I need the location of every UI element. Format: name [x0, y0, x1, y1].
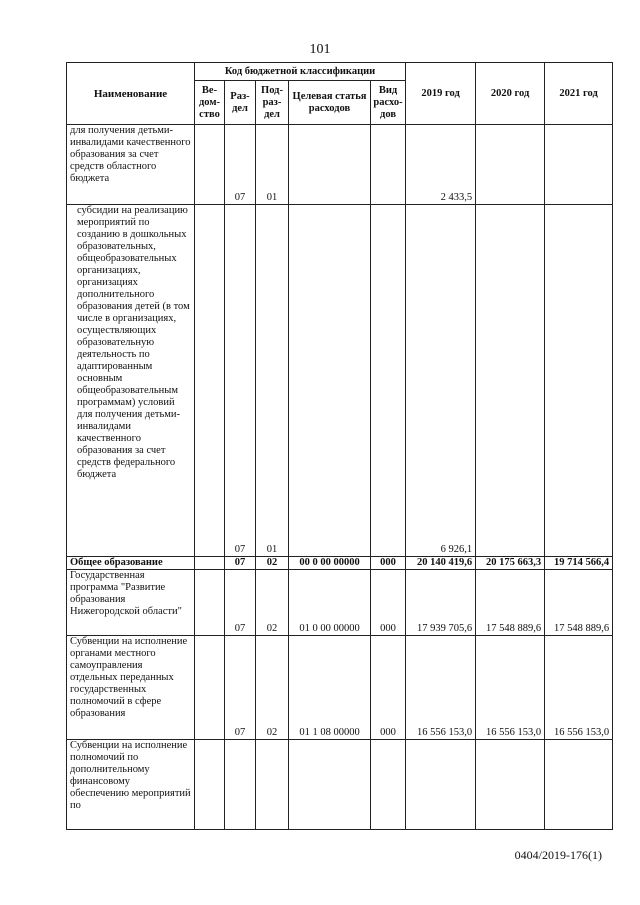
- row-celevaya: 00 0 00 00000: [289, 557, 371, 570]
- row-vid: [371, 740, 406, 830]
- row-razdel: [225, 740, 256, 830]
- row-2021: 16 556 153,0: [545, 636, 613, 740]
- header-2021: 2021 год: [545, 63, 613, 125]
- header-podrazdel: Под-раз-дел: [256, 81, 289, 125]
- row-2021: 17 548 889,6: [545, 570, 613, 636]
- table-row: [67, 205, 613, 557]
- row-razdel: 07: [225, 570, 256, 636]
- header-code-group: Код бюджетной классификации: [195, 63, 406, 81]
- row-celevaya: [289, 205, 371, 557]
- row-celevaya: [289, 740, 371, 830]
- row-name: субсидии на реализацию мероприятий по созданию в дошкольных образовательных, общеобразовательных организациях, организациях дополнительного образования детей (в том числе в организациях, осуществляющих образовательную деятельность по адаптированным основным общеобразовательным программам) условий для получения детьми-инвалидами качественного образования за счет средств федерального бюджета: [67, 205, 195, 557]
- table-row: [67, 557, 613, 570]
- table-row: [67, 570, 613, 636]
- row-vid: 000: [371, 570, 406, 636]
- row-celevaya: 01 0 00 00000: [289, 570, 371, 636]
- row-ved: [195, 125, 225, 205]
- header-2019: 2019 год: [406, 63, 476, 125]
- table-row: [67, 125, 613, 205]
- row-2019: [406, 740, 476, 830]
- row-2020: 16 556 153,0: [476, 636, 545, 740]
- row-vid: 000: [371, 557, 406, 570]
- row-2019: 20 140 419,6: [406, 557, 476, 570]
- row-ved: [195, 557, 225, 570]
- table-row: [67, 636, 613, 740]
- row-podrazdel: 02: [256, 636, 289, 740]
- row-2021: 19 714 566,4: [545, 557, 613, 570]
- row-2019: 16 556 153,0: [406, 636, 476, 740]
- row-2020: 20 175 663,3: [476, 557, 545, 570]
- row-2021: [545, 125, 613, 205]
- row-2020: [476, 740, 545, 830]
- header-razdel: Раз-дел: [225, 81, 256, 125]
- budget-table: [66, 62, 613, 830]
- row-podrazdel: [256, 740, 289, 830]
- row-podrazdel: 01: [256, 205, 289, 557]
- row-2020: [476, 205, 545, 557]
- row-2019: 2 433,5: [406, 125, 476, 205]
- row-ved: [195, 740, 225, 830]
- document-code: 0404/2019-176(1): [514, 848, 602, 862]
- row-name: Общее образование: [67, 557, 195, 570]
- row-name: Субвенции на исполнение полномочий по дополнительному финансовому обеспечению мероприятий по: [67, 740, 195, 830]
- row-2020: [476, 125, 545, 205]
- row-2021: [545, 205, 613, 557]
- row-vid: 000: [371, 636, 406, 740]
- row-razdel: 07: [225, 125, 256, 205]
- row-ved: [195, 205, 225, 557]
- row-razdel: 07: [225, 205, 256, 557]
- table-row: [67, 740, 613, 830]
- row-podrazdel: 02: [256, 557, 289, 570]
- row-ved: [195, 570, 225, 636]
- row-2020: 17 548 889,6: [476, 570, 545, 636]
- row-celevaya: [289, 125, 371, 205]
- row-2019: 17 939 705,6: [406, 570, 476, 636]
- row-name: для получения детьми-инвалидами качественного образования за счет средств областного бюджета: [67, 125, 195, 205]
- header-vid: Вид расхо-дов: [371, 81, 406, 125]
- header-2020: 2020 год: [476, 63, 545, 125]
- header-celevaya: Целевая статья расходов: [289, 81, 371, 125]
- row-name: Государственная программа "Развитие образования Нижегородской области": [67, 570, 195, 636]
- row-ved: [195, 636, 225, 740]
- row-name: Субвенции на исполнение органами местного самоуправления отдельных переданных государственных полномочий в сфере образования: [67, 636, 195, 740]
- row-2019: 6 926,1: [406, 205, 476, 557]
- row-celevaya: 01 1 08 00000: [289, 636, 371, 740]
- row-podrazdel: 01: [256, 125, 289, 205]
- row-razdel: 07: [225, 557, 256, 570]
- row-vid: [371, 205, 406, 557]
- row-razdel: 07: [225, 636, 256, 740]
- row-vid: [371, 125, 406, 205]
- row-2021: [545, 740, 613, 830]
- header-name: Наименование: [67, 63, 195, 125]
- row-podrazdel: 02: [256, 570, 289, 636]
- header-vedomstvo: Ве-дом-ство: [195, 81, 225, 125]
- page-number: 101: [309, 42, 331, 57]
